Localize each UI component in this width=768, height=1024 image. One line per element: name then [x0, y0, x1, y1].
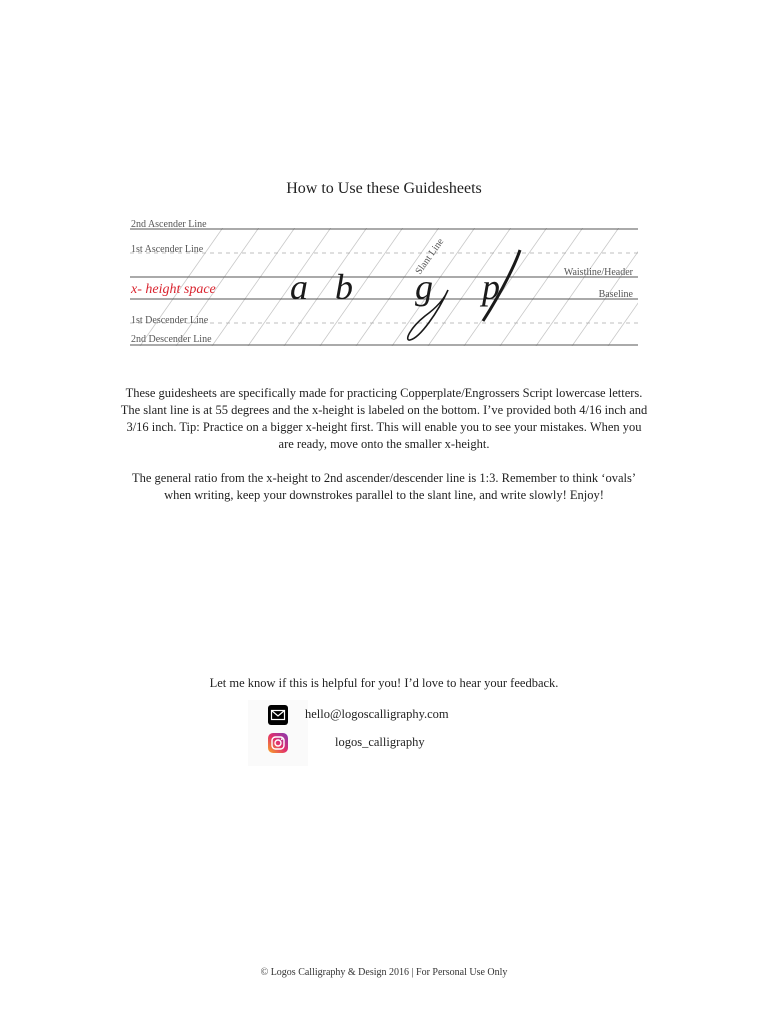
slant-guide-line — [608, 228, 691, 346]
instagram-handle[interactable]: logos_calligraphy — [335, 735, 425, 749]
footer-copyright: © Logos Calligraphy & Design 2016 | For Personal Use Only — [260, 967, 508, 978]
descender1-label: 1st Descender Line — [131, 315, 209, 326]
ratio-paragraph: The general ratio from the x-height to 2nd ascender/descender line is 1:3. Remember to think ‘ovals’ when writing, keep your downstrokes parallel to the slant line, and write slowly! Enjoy! — [131, 471, 636, 502]
slant-line-label: Slant Line — [413, 236, 447, 277]
sample-letter-p: p — [482, 267, 500, 307]
instagram-icon[interactable] — [268, 733, 288, 753]
sample-letter-b: b — [335, 267, 353, 307]
descender2-label: 2nd Descender Line — [131, 334, 212, 345]
intro-paragraph: These guidesheets are specifically made for practicing Copperplate/Engrossers Script lowercase letters. The slant line is at 55 degrees and the x-height is labeled on the bottom. I’ve provided both 4/16 inch and 3/16 inch. Tip: Practice on a bigger x-height first. This will enable you to see your mistakes. When you are ready, move onto the smaller x-height. — [120, 386, 648, 451]
slant-guide-line — [644, 228, 727, 346]
waistline-label: Waistline/Header — [563, 267, 633, 278]
baseline-label: Baseline — [598, 289, 633, 300]
sample-letter-a: a — [290, 267, 308, 307]
slant-guide-line — [536, 228, 619, 346]
slant-guide-line — [320, 228, 403, 346]
guideline-diagram — [0, 210, 768, 360]
slant-guide-line — [572, 228, 655, 346]
slant-guide-line — [212, 228, 295, 346]
sample-letter-g: g — [415, 267, 433, 307]
page-title: How to Use these Guidesheets — [286, 180, 482, 197]
ascender1-label: 1st Ascender Line — [131, 244, 204, 255]
slant-lines — [140, 228, 768, 346]
email-link[interactable]: hello@logoscalligraphy.com — [305, 707, 449, 721]
slant-guide-line — [464, 228, 547, 346]
slant-guide-line — [716, 228, 768, 346]
feedback-text: Let me know if this is helpful for you! I’d love to hear your feedback. — [209, 676, 559, 690]
ascender2-label: 2nd Ascender Line — [131, 219, 207, 230]
slant-guide-line — [680, 228, 763, 346]
slant-guide-line — [500, 228, 583, 346]
envelope-icon[interactable] — [268, 705, 288, 725]
xheight-label: x- height space — [131, 282, 216, 297]
